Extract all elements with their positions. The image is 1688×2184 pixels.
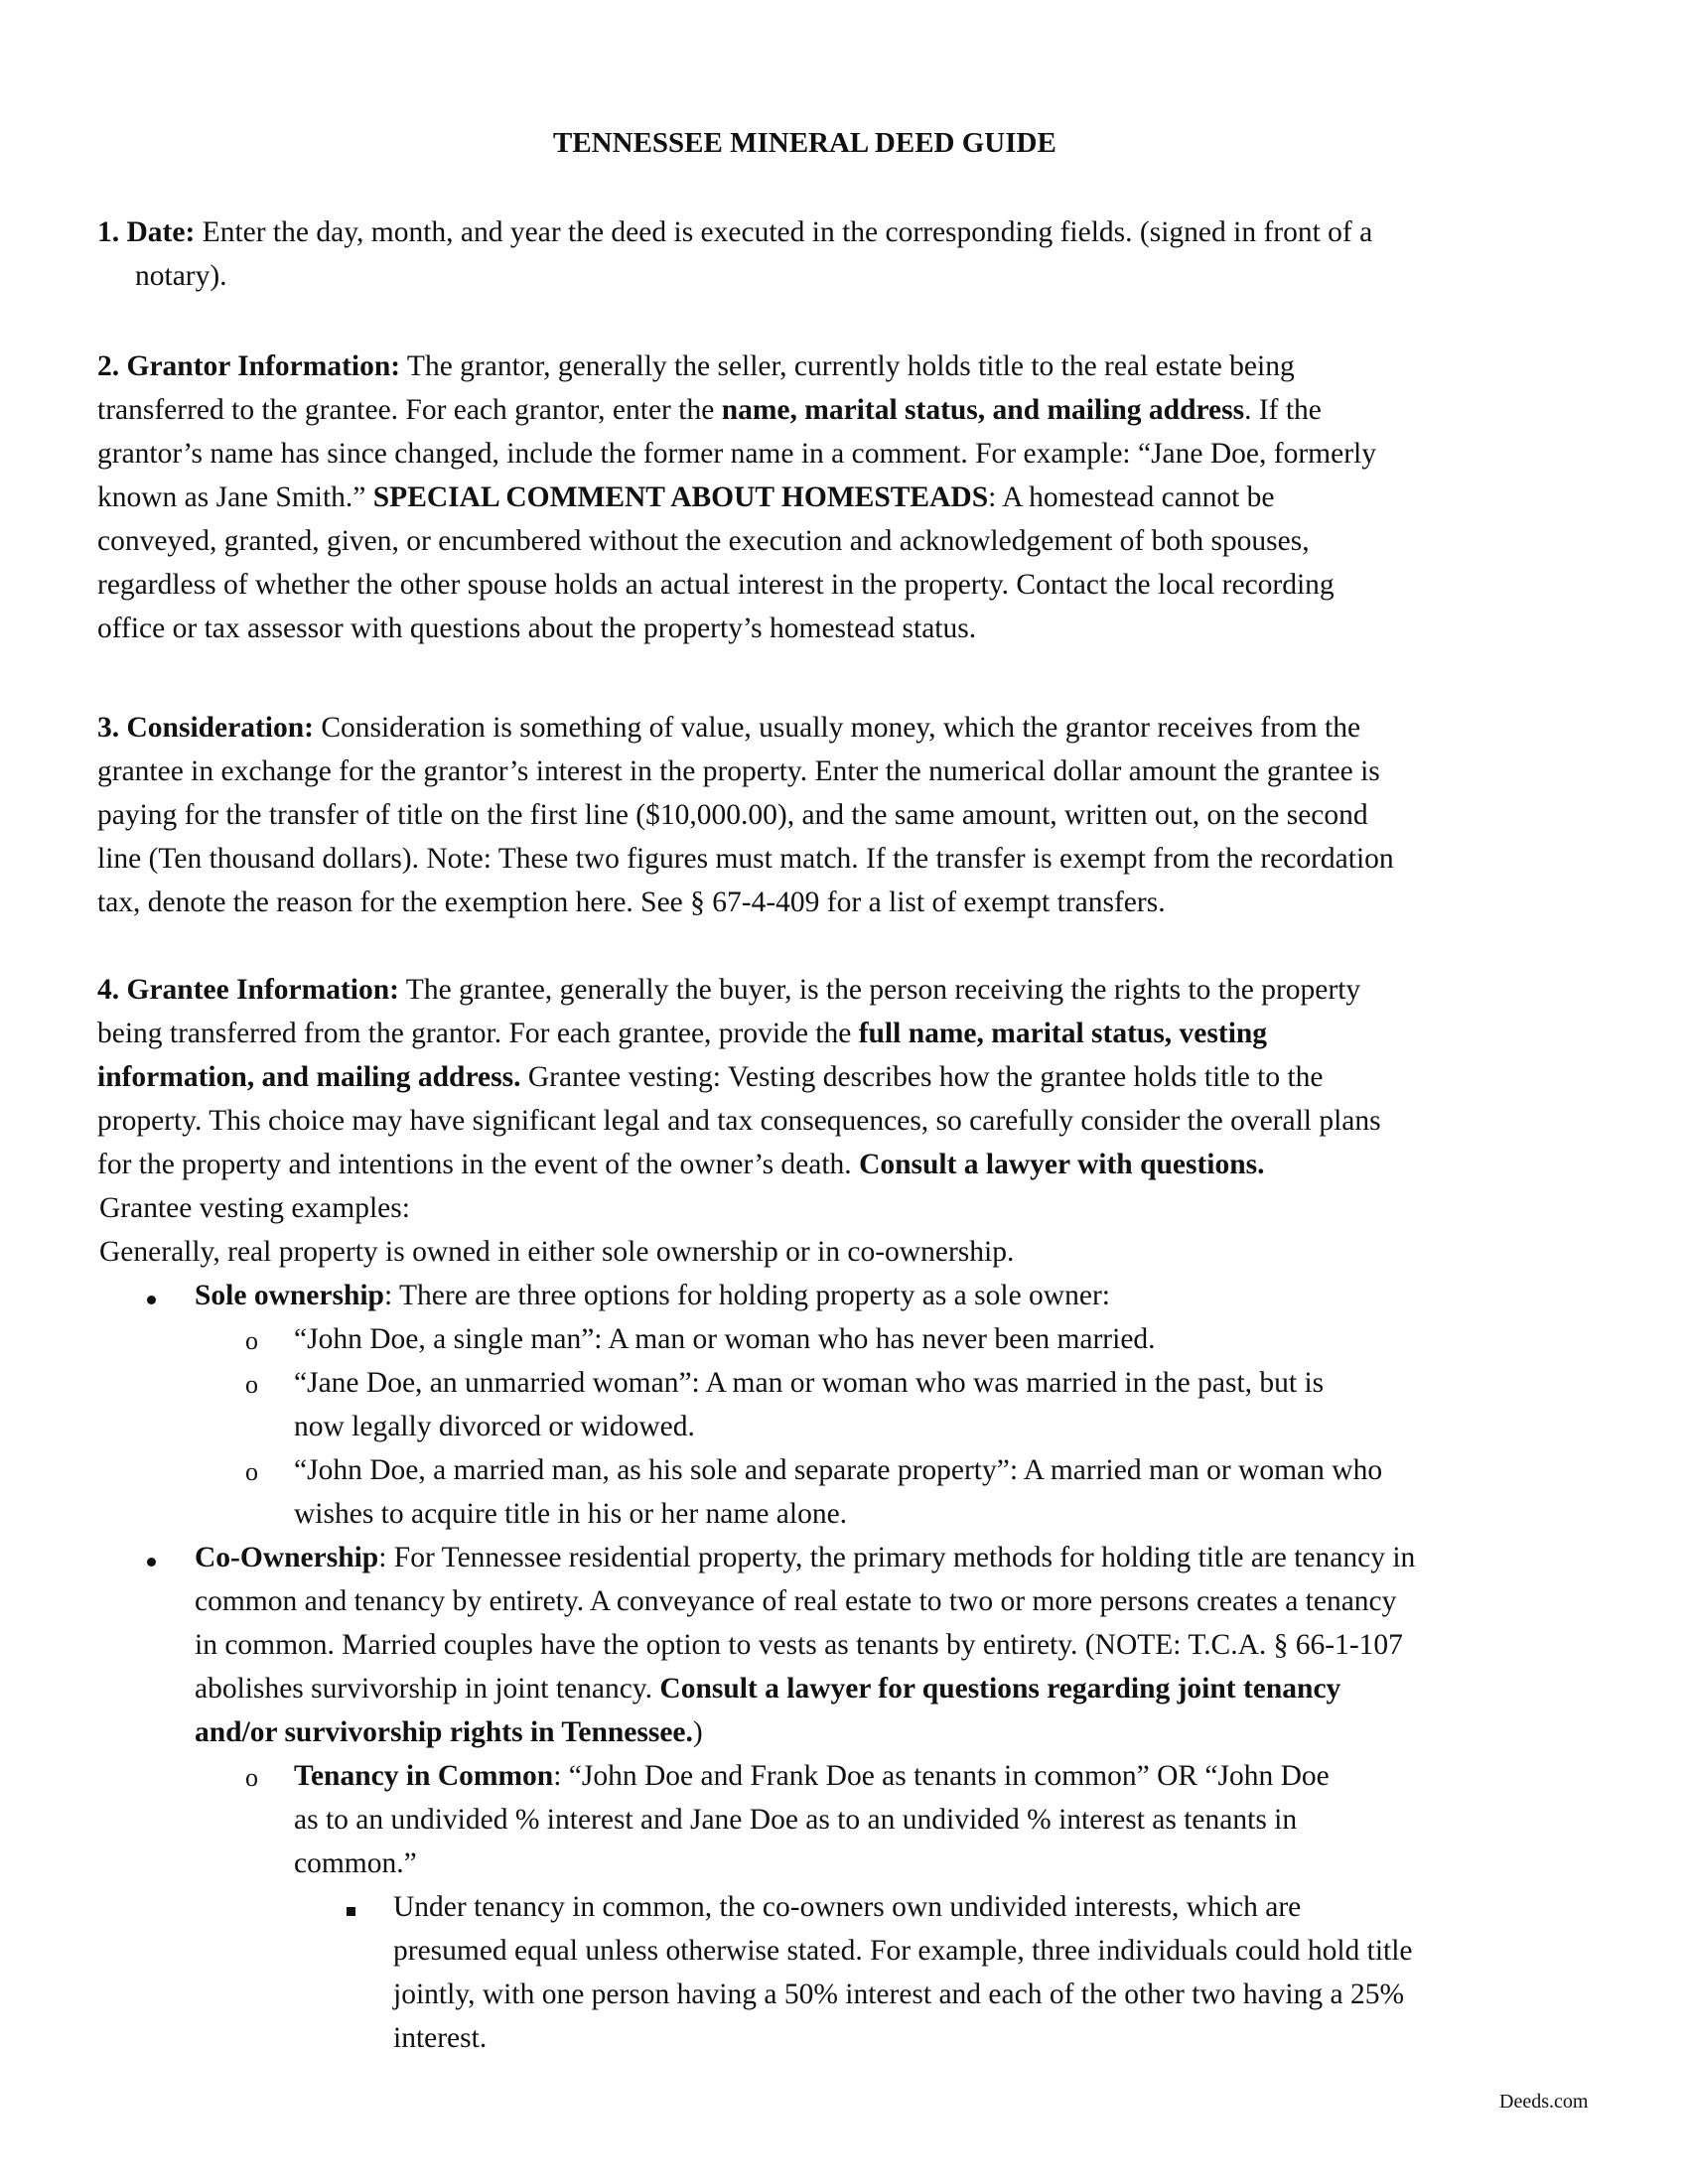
- co-ownership-label: Co-Ownership: [195, 1542, 379, 1573]
- tenancy-in-common-line: [294, 1758, 1330, 1794]
- co-ownership-text: : For Tennessee residential property, the primary methods for holding title are tenancy in: [378, 1542, 1416, 1573]
- section-4-emphasis: full name, marital status, vesting: [858, 1018, 1268, 1049]
- co-ownership-line: [195, 1540, 1415, 1575]
- vesting-examples-heading: Grantee vesting examples:: [99, 1192, 410, 1224]
- section-1-line: notary).: [135, 260, 227, 292]
- section-3-line: line (Ten thousand dollars). Note: These two figures must match. If the transfer is exempt from the recordation: [97, 843, 1394, 875]
- section-4-text: Grantee vesting: Vesting describes how the grantee holds title to the: [520, 1061, 1324, 1093]
- section-2-line: grantor’s name has since changed, include the former name in a comment. For example: “Jane Doe, formerly: [97, 438, 1376, 470]
- bullet-icon: [147, 1558, 156, 1567]
- section-2-line: office or tax assessor with questions about the property’s homestead status.: [97, 613, 977, 644]
- section-2-emphasis: name, marital status, and mailing address: [721, 394, 1245, 426]
- section-1-line: [97, 214, 1372, 250]
- circle-bullet-icon: o: [245, 1457, 258, 1486]
- section-4-text: for the property and intentions in the event of the owner’s death.: [97, 1149, 860, 1180]
- section-4-emphasis: information, and mailing address.: [97, 1061, 521, 1093]
- ownership-intro: Generally, real property is owned in either sole ownership or in co-ownership.: [99, 1236, 1015, 1268]
- section-4-text: The grantee, generally the buyer, is the person receiving the rights to the property: [398, 974, 1361, 1006]
- section-4-line: [97, 972, 1360, 1008]
- tenancy-in-common-line: common.”: [294, 1847, 417, 1879]
- co-ownership-emphasis: Consult a lawyer for questions regarding joint tenancy: [659, 1673, 1341, 1705]
- section-2-text: : A homestead cannot be: [988, 481, 1275, 513]
- section-4-line: property. This choice may have significant legal and tax consequences, so carefully consider the overall plans: [97, 1105, 1381, 1137]
- section-3-line: grantee in exchange for the grantor’s interest in the property. Enter the numerical dollar amount the grantee is: [97, 755, 1380, 787]
- sole-ownership-item: [195, 1278, 1110, 1313]
- tenancy-detail-line: interest.: [393, 2022, 488, 2054]
- section-2-label: 2. Grantor Information:: [97, 350, 401, 382]
- section-3-line: tax, denote the reason for the exemption here. See § 67-4-409 for a list of exempt transfers.: [97, 887, 1166, 918]
- tenancy-in-common-line: as to an undivided % interest and Jane Doe as to an undivided % interest as tenants in: [294, 1804, 1298, 1836]
- section-3-line: paying for the transfer of title on the first line ($10,000.00), and the same amount, written out, on the second: [97, 799, 1368, 831]
- homestead-comment-label: SPECIAL COMMENT ABOUT HOMESTEADS: [372, 481, 989, 513]
- section-2-line: [97, 392, 1322, 428]
- section-4-line: [97, 1016, 1267, 1051]
- co-ownership-line: common and tenancy by entirety. A conveyance of real estate to two or more persons creates a tenancy: [195, 1585, 1397, 1617]
- sole-option-line: “Jane Doe, an unmarried woman”: A man or woman who was married in the past, but is: [294, 1367, 1325, 1399]
- section-2-text: transferred to the grantee. For each grantor, enter the: [97, 394, 722, 426]
- section-3-line: [97, 710, 1360, 746]
- section-4-line: [97, 1059, 1324, 1095]
- sole-option-line: now legally divorced or widowed.: [294, 1411, 695, 1442]
- section-2-line: [97, 348, 1295, 384]
- section-3-text: Consideration is something of value, usually money, which the grantor receives from the: [313, 712, 1361, 744]
- section-2-text: The grantor, generally the seller, currently holds title to the real estate being: [400, 350, 1295, 382]
- circle-bullet-icon: o: [245, 1326, 258, 1355]
- co-ownership-emphasis: and/or survivorship rights in Tennessee.: [195, 1716, 693, 1748]
- sole-option-line: wishes to acquire title in his or her name alone.: [294, 1498, 848, 1530]
- section-2-text: . If the: [1244, 394, 1322, 426]
- co-ownership-line: in common. Married couples have the option to vests as tenants by entirety. (NOTE: T.C.A. § 66-1-107: [195, 1629, 1403, 1661]
- section-4-text: being transferred from the grantor. For each grantee, provide the: [97, 1018, 859, 1049]
- section-2-line: [97, 479, 1275, 515]
- section-1-label: 1. Date:: [97, 216, 196, 248]
- co-ownership-text: abolishes survivorship in joint tenancy.: [195, 1673, 660, 1705]
- page-title: TENNESSEE MINERAL DEED GUIDE: [553, 127, 1056, 159]
- circle-bullet-icon: o: [245, 1370, 258, 1399]
- tenancy-detail-line: presumed equal unless otherwise stated. For example, three individuals could hold title: [393, 1935, 1413, 1967]
- section-2-line: regardless of whether the other spouse holds an actual interest in the property. Contact the local recording: [97, 569, 1335, 601]
- section-2-line: conveyed, granted, given, or encumbered without the execution and acknowledgement of both spouses,: [97, 525, 1310, 557]
- section-3-label: 3. Consideration:: [97, 712, 314, 744]
- footer-brand: Deeds.com: [1499, 2091, 1589, 2113]
- tenancy-in-common-text: : “John Doe and Frank Doe as tenants in common” OR “John Doe: [553, 1760, 1330, 1792]
- sole-option-line: “John Doe, a married man, as his sole and separate property”: A married man or woman who: [294, 1454, 1383, 1486]
- tenancy-detail-line: jointly, with one person having a 50% interest and each of the other two having a 25%: [393, 1979, 1405, 2010]
- bullet-icon: [147, 1296, 156, 1304]
- section-2-text: known as Jane Smith.”: [97, 481, 373, 513]
- sole-option-line: “John Doe, a single man”: A man or woman who has never been married.: [294, 1323, 1156, 1355]
- co-ownership-line: [195, 1714, 703, 1750]
- sole-ownership-label: Sole ownership: [195, 1280, 384, 1311]
- co-ownership-line: [195, 1671, 1340, 1706]
- co-ownership-text: ): [692, 1716, 703, 1748]
- section-4-label: 4. Grantee Information:: [97, 974, 399, 1006]
- square-bullet-icon: [347, 1907, 355, 1916]
- circle-bullet-icon: o: [245, 1763, 258, 1792]
- tenancy-in-common-label: Tenancy in Common: [294, 1760, 554, 1792]
- tenancy-detail-line: Under tenancy in common, the co-owners own undivided interests, which are: [393, 1891, 1302, 1923]
- sole-ownership-text: : There are three options for holding property as a sole owner:: [383, 1280, 1110, 1311]
- section-1-text: Enter the day, month, and year the deed is executed in the corresponding fields. (signed in front of a: [195, 216, 1373, 248]
- consult-lawyer-note: Consult a lawyer with questions.: [859, 1149, 1265, 1180]
- section-4-line: [97, 1147, 1264, 1182]
